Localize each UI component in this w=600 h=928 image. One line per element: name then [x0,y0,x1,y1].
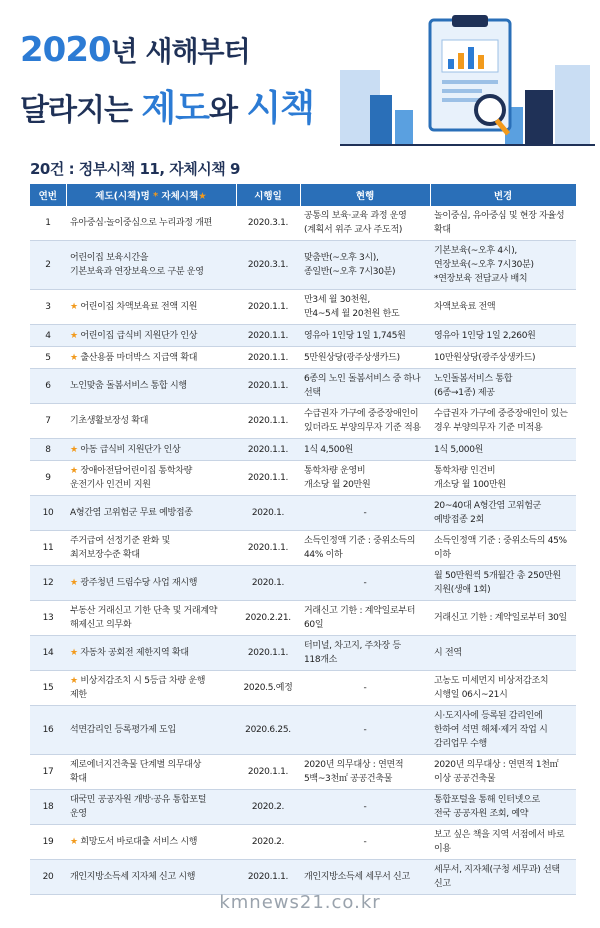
row-current: 공통의 보육·교육 과정 운영 (계획서 위주 교사 주도적) [300,206,430,241]
table-row [30,461,576,496]
row-change: 시·도지사에 등록된 감리인에 한하여 석면 해체·제거 작업 시 감리업무 수행 [430,706,576,755]
header-name-star-label: 자체시책 [161,191,199,202]
star-icon: ★ [198,191,207,202]
title-line1-rest: 년 새해부터 [110,35,250,68]
row-policy-name-text: 부동산 거래신고 기한 단축 및 거래계약 해제신고 의무화 [70,606,218,630]
table-row [30,790,576,825]
row-policy-name [66,206,236,241]
row-current: 영유아 1인당 1일 1,745원 [300,325,430,347]
table-row [30,404,576,439]
row-change: 20~40대 A형간염 고위험군 예방접종 2회 [430,496,576,531]
row-effective-date: 2020.1.1. [236,404,300,439]
row-policy-name [66,369,236,404]
row-effective-date: 2020.2.21. [236,601,300,636]
table-row [30,496,576,531]
row-effective-date: 2020.1.1. [236,531,300,566]
row-effective-date: 2020.1. [236,496,300,531]
row-change: 수급권자 가구에 중증장애인이 있는 경우 부양의무자 기준 미적용 [430,404,576,439]
row-change: 소득인정액 기준 : 중위소득의 45% 이하 [430,531,576,566]
row-policy-name [66,755,236,790]
row-policy-name [66,566,236,601]
row-change: 월 50만원씩 5개월간 총 250만원 지원(생애 1회) [430,566,576,601]
row-number: 14 [30,636,66,671]
row-policy-name-text: 노인맞춤 돌봄서비스 통합 시행 [70,381,187,391]
table-row [30,755,576,790]
row-policy-name [66,860,236,895]
star-icon: ★ [70,302,81,312]
row-policy-name-text: 희망도서 바로대출 서비스 시행 [80,837,198,847]
star-icon: ★ [70,648,81,658]
table-row [30,636,576,671]
row-number: 16 [30,706,66,755]
title-line2-c: 와 [208,93,237,128]
title-line2-a: 달라지는 [20,93,132,128]
table-row [30,825,576,860]
row-policy-name [66,671,236,706]
table-row [30,566,576,601]
row-current: - [300,566,430,601]
row-change: 2020년 의무대상 : 연면적 1천㎡ 이상 공공건축물 [430,755,576,790]
row-effective-date: 2020.6.25. [236,706,300,755]
row-current: 6종의 노인 돌봄서비스 중 하나 선택 [300,369,430,404]
row-effective-date: 2020.3.1. [236,241,300,290]
row-current: 2020년 의무대상 : 연면적 5백~3천㎡ 공공건축물 [300,755,430,790]
table-row [30,860,576,895]
row-current: 맞춤반(~오후 3시), 종일반(~오후 7시30분) [300,241,430,290]
row-current: - [300,825,430,860]
title-line2-d: 시책 [246,88,314,129]
row-change: 시 전역 [430,636,576,671]
row-number: 1 [30,206,66,241]
row-current: - [300,671,430,706]
row-policy-name [66,325,236,347]
row-policy-name-text: 출산용품 마더박스 지급액 확대 [80,352,198,363]
table-row [30,671,576,706]
row-change: 기본보육(~오후 4시), 연장보육(~오후 7시30분) *연장보육 전담교사 배치 [430,241,576,290]
table-row [30,347,576,369]
row-number: 13 [30,601,66,636]
row-policy-name-text: 대국민 공공자원 개방·공유 통합포털 운영 [70,795,207,819]
row-policy-name-text: 기초생활보장성 확대 [70,416,149,426]
table-row [30,325,576,347]
row-effective-date: 2020.1.1. [236,325,300,347]
table-subtitle: 20건 : 정부시책 11, 자체시책 9 [30,160,240,178]
row-policy-name-text: 광주청년 드림수당 사업 재시행 [80,578,198,588]
row-effective-date: 2020.1.1. [236,290,300,325]
row-current: - [300,706,430,755]
row-effective-date: 2020.1.1. [236,755,300,790]
row-number: 6 [30,369,66,404]
row-change: 통학차량 인건비 개소당 월 100만원 [430,461,576,496]
row-policy-name-text: 개인지방소득세 지자체 신고 시행 [70,872,196,882]
policy-table [30,184,577,895]
row-current: 5만원상당(광주상생카드) [300,347,430,369]
title-line2-b: 제도 [141,88,209,129]
table-row [30,290,576,325]
row-current: 통학차량 운영비 개소당 월 20만원 [300,461,430,496]
table-header-row [30,184,576,206]
row-policy-name-text: 비상저감조치 시 5등급 차량 운행 제한 [70,676,206,700]
row-policy-name-text: 아동 급식비 지원단가 인상 [80,444,181,455]
row-policy-name [66,531,236,566]
star-icon: ★ [70,352,81,363]
row-policy-name [66,404,236,439]
row-policy-name [66,825,236,860]
row-change: 통합포털을 통해 인터넷으로 전국 공공자원 조회, 예약 [430,790,576,825]
row-number: 17 [30,755,66,790]
row-number: 2 [30,241,66,290]
table-row [30,241,576,290]
row-change: 세무서, 지자체(구청 세무과) 선택 신고 [430,860,576,895]
row-number: 18 [30,790,66,825]
table-row [30,439,576,461]
row-number: 9 [30,461,66,496]
row-current: 개인지방소득세 세무서 신고 [300,860,430,895]
row-effective-date: 2020.1.1. [236,636,300,671]
row-policy-name-text: 어린이집 보육시간을 기본보육과 연장보육으로 구분 운영 [70,253,204,277]
header-no: 연번 [30,184,66,206]
row-policy-name-text: 자동차 공회전 제한지역 확대 [80,648,189,658]
header-name [66,184,236,206]
row-change: 놀이중심, 유아중심 및 현장 자율성 확대 [430,206,576,241]
row-policy-name-text: A형간염 고위험군 무료 예방접종 [70,508,193,518]
star-icon: ★ [70,466,81,476]
table-row [30,601,576,636]
title-line-2 [20,80,314,131]
header-name-label: 제도(시책)명 [95,191,150,202]
row-effective-date: 2020.1.1. [236,347,300,369]
row-policy-name-text: 유아중심·놀이중심으로 누리과정 개편 [70,218,212,228]
row-change: 차액보육료 전액 [430,290,576,325]
row-change: 영유아 1인당 1일 2,260원 [430,325,576,347]
row-current: - [300,496,430,531]
row-number: 20 [30,860,66,895]
row-number: 5 [30,347,66,369]
table-row [30,706,576,755]
row-change: 보고 싶은 책을 지역 서점에서 바로 이용 [430,825,576,860]
star-icon: * [153,191,159,202]
row-policy-name [66,601,236,636]
row-policy-name [66,290,236,325]
row-policy-name [66,439,236,461]
row-change: 노인돌봄서비스 통합 (6종→1종) 제공 [430,369,576,404]
row-effective-date: 2020.1.1. [236,461,300,496]
row-policy-name-text: 제로에너지건축물 단계별 의무대상 확대 [70,760,202,784]
row-change: 1식 5,000원 [430,439,576,461]
row-policy-name [66,706,236,755]
table-row [30,206,576,241]
header-date: 시행일 [236,184,300,206]
row-number: 11 [30,531,66,566]
row-effective-date: 2020.1.1. [236,439,300,461]
city-clipboard-illustration [340,15,595,155]
row-number: 15 [30,671,66,706]
header-change: 변경 [430,184,576,206]
row-change: 거래신고 기한 : 계약일로부터 30일 [430,601,576,636]
row-number: 3 [30,290,66,325]
star-icon: ★ [70,837,81,847]
row-effective-date: 2020.1. [236,566,300,601]
row-policy-name-text: 주거급여 선정기준 완화 및 최저보장수준 확대 [70,536,171,560]
row-effective-date: 2020.3.1. [236,206,300,241]
row-effective-date: 2020.2. [236,825,300,860]
title-year: 2020 [20,30,111,70]
row-change: 고농도 미세먼지 비상저감조치 시행일 06시~21시 [430,671,576,706]
table-body [30,206,576,895]
header-banner [0,0,600,150]
star-icon: ★ [70,444,81,455]
row-current: - [300,790,430,825]
row-current: 1식 4,500원 [300,439,430,461]
row-policy-name [66,461,236,496]
row-policy-name [66,636,236,671]
row-policy-name [66,347,236,369]
row-number: 8 [30,439,66,461]
row-current: 터미널, 차고지, 주차장 등 118개소 [300,636,430,671]
row-number: 10 [30,496,66,531]
row-policy-name-text: 장애아전담어린이집 통학차량 운전기사 인건비 지원 [70,466,193,490]
row-number: 7 [30,404,66,439]
row-current: 거래신고 기한 : 계약일로부터 60일 [300,601,430,636]
row-number: 4 [30,325,66,347]
row-effective-date: 2020.2. [236,790,300,825]
row-number: 12 [30,566,66,601]
star-icon: ★ [70,330,81,341]
header-current: 현행 [300,184,430,206]
row-policy-name [66,496,236,531]
table-row [30,369,576,404]
row-policy-name [66,790,236,825]
footer-watermark: kmnews21.co.kr [219,892,381,913]
title-line-1 [20,30,250,70]
row-policy-name-text: 어린이집 급식비 지원단가 인상 [80,330,198,341]
row-effective-date: 2020.1.1. [236,860,300,895]
star-icon: ★ [70,578,81,588]
row-current: 수급권자 가구에 중증장애인이 있더라도 부양의무자 기준 적용 [300,404,430,439]
row-policy-name-text: 석면감리인 등록평가제 도입 [70,725,176,735]
row-current: 소득인정액 기준 : 중위소득의 44% 이하 [300,531,430,566]
row-change: 10만원상당(광주상생카드) [430,347,576,369]
table-row [30,531,576,566]
row-effective-date: 2020.1.1. [236,369,300,404]
star-icon: ★ [70,676,81,686]
row-current: 만3세 월 30천원, 만4~5세 월 20천원 한도 [300,290,430,325]
row-policy-name [66,241,236,290]
row-policy-name-text: 어린이집 차액보육료 전액 지원 [80,302,198,312]
row-effective-date: 2020.5.예정 [236,671,300,706]
row-number: 19 [30,825,66,860]
